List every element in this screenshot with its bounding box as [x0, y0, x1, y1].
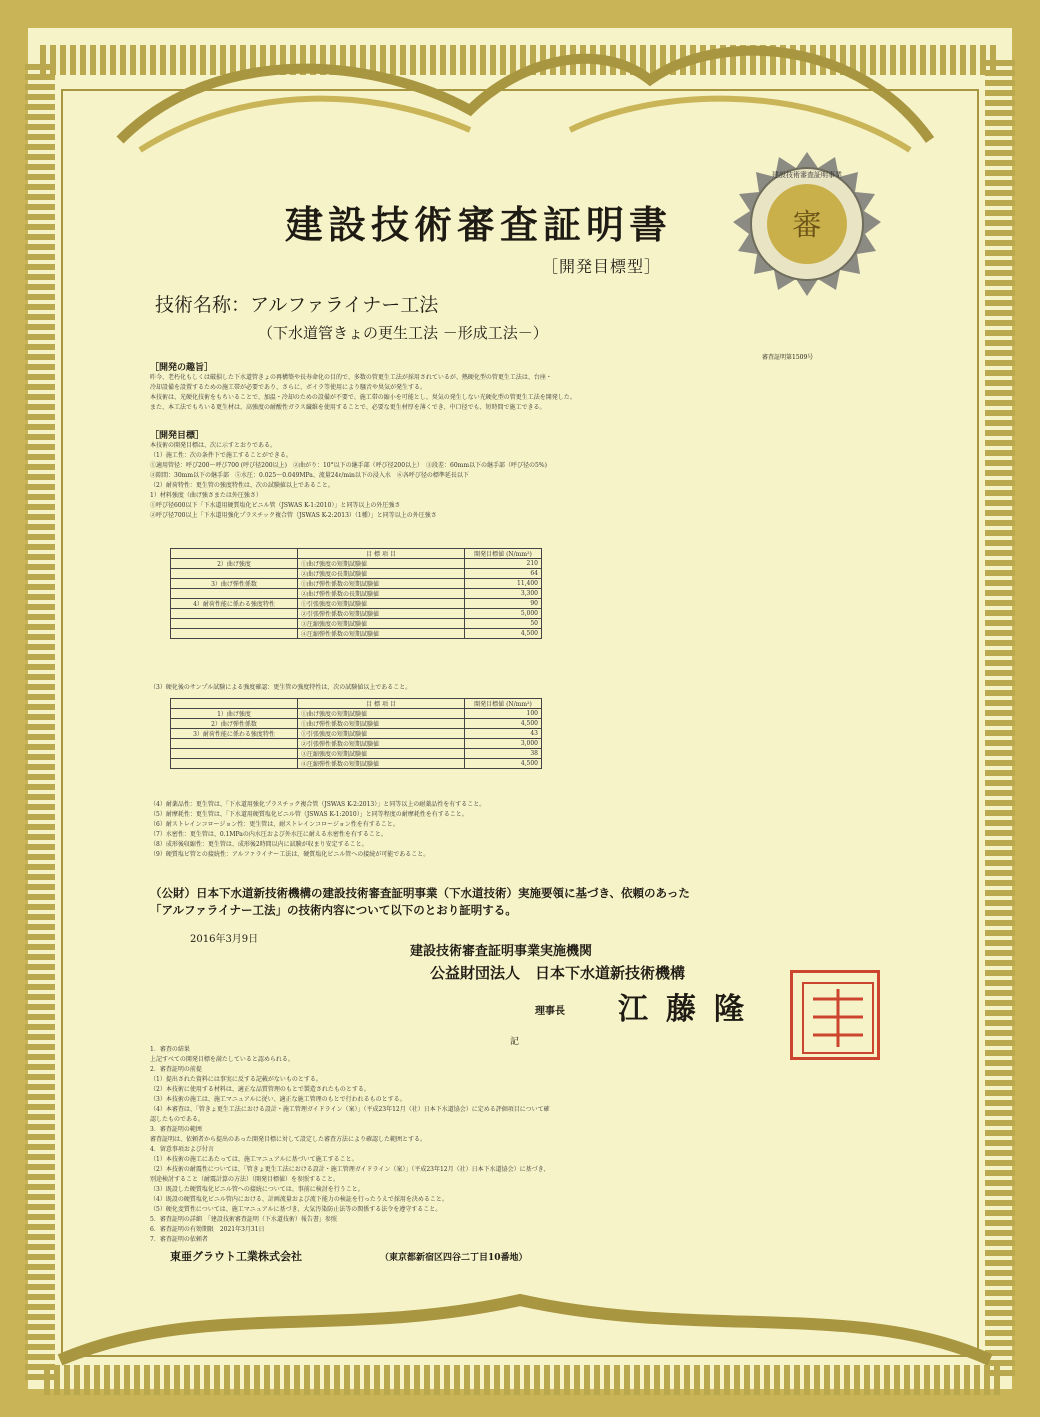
table-row: ②曲げ弾性係数の長期試験値 3,300 — [171, 589, 542, 599]
issuing-organization: 公益財団法人 日本下水道新技術機構 — [430, 964, 686, 982]
result-line: 認したものである。 — [150, 1116, 205, 1123]
table-row: ②引張弾性係数の短期試験値 5,000 — [171, 609, 542, 619]
result-line: 6．審査証明の有効期限 2021年3月31日 — [150, 1226, 265, 1233]
table-header: 開発目標値 (N/mm²) — [465, 549, 542, 559]
table-row: ②曲げ強度の長期試験値 64 — [171, 569, 542, 579]
medal-outer-text: 建設技術審査証明事業 — [772, 171, 842, 179]
goals-line: 1）材料強度（曲げ強さまたは外圧強さ） — [150, 492, 262, 499]
durability-line: （4）耐薬品性：更生管は、「下水道用強化プラスチック複合管（JSWAS K-2:2013）」と同等以上の耐薬品性を有すること。 — [150, 801, 486, 808]
goals-line: ①適用管径：呼び200～呼び700 (呼び径200以上) ②曲がり：10°以下の継手部（呼び径200以上） ③段差：60mm以下の継手部（呼び径の5%) — [150, 462, 547, 469]
issue-date: 2016年3月9日 — [190, 934, 259, 945]
durability-line: （5）耐摩耗性：更生管は、「下水道用硬質塩化ビニル管（JSWAS K-1:2010）」と同等程度の耐摩耗性を有すること。 — [150, 811, 468, 818]
table-row: 3）耐荷性能に係わる強度特性 ①引張強度の短期試験値 43 — [171, 729, 542, 739]
certificate-number: 審査証明第1509号 — [762, 354, 814, 361]
result-line: （3）本技術の施工は、施工マニュアルに従い、適正な施工管理のもとで行われるものとする。 — [150, 1096, 406, 1103]
goals-line: ④隙間：30mm以下の継手部 ⑤水圧：0.025～0.049MPa、流量24ℓ/min以下の浸入水 ⑥各呼び径の標準延長以下 — [150, 472, 469, 479]
goals-heading: ［開発目標］ — [150, 431, 205, 441]
table-row: 2）曲げ弾性係数 ①曲げ弾性係数の短期試験値 4,500 — [171, 719, 542, 729]
target-values-table-1 — [170, 548, 542, 639]
document-subtitle: ［開発目標型］ — [542, 257, 662, 276]
issuing-department: 建設技術審査証明事業実施機関 — [410, 944, 593, 959]
result-line: （4）既設の硬質塩化ビニル管内における、計画流量および流下能力の検証を行ったうえで採用を決めること。 — [150, 1196, 448, 1203]
table-row: ③圧縮強度の短期試験値 38 — [171, 749, 542, 759]
background-line: 昨今、老朽化もしくは破損した下水道管きょの再構築や長寿命化の目的で、多数の管更生工法が採用されているが、熱硬化型の管更生工法は、台座・ — [150, 374, 552, 381]
result-line: 上記すべての開発目標を満たしていると認められる。 — [150, 1056, 294, 1063]
goals-line: （1）施工性：次の条件下で施工することができる。 — [150, 452, 292, 459]
goals-intro: 本技術の開発目標は、次に示すとおりである。 — [150, 442, 277, 449]
result-line: （1）本技術の施工にあたっては、施工マニュアルに基づいて施工すること。 — [150, 1156, 358, 1163]
result-line: （2）本技術に使用する材料は、適正な品質管理のもとで製造されたものとする。 — [150, 1086, 370, 1093]
durability-section — [150, 800, 890, 860]
document-title: 建設技術審査証明書 — [285, 202, 673, 247]
goals-line: ②呼び径700以上「下水道用強化プラスチック複合管（JSWAS K-2:2013）（1種）」と同等以上の外圧強さ — [150, 512, 437, 519]
result-line: 1．審査の結果 — [150, 1046, 190, 1053]
background-section — [150, 360, 890, 413]
background-line: また、本工法でもちいる更生材は、高強度の耐酸性ガラス繊維を使用することで、必要な更生材厚を薄くでき、中口径でも、短時間で施工できる。 — [150, 404, 546, 411]
table-row: ④圧縮弾性係数の短期試験値 4,500 — [171, 629, 542, 639]
result-line: （2）本技術の耐震性については、「管きょ更生工法における設計・施工管理ガイドライン（案）」（平成23年12月（社）日本下水道協会）に基づき、 — [150, 1166, 550, 1173]
statement-line: 「アルファライナー工法」の技術内容について以下のとおり証明する。 — [150, 903, 517, 917]
goals-line: ①呼び径600以下「下水道用硬質塩化ビニル管（JSWAS K-1:2010）」と同等以上の外圧強さ — [150, 502, 401, 509]
issuer-role: 理事長 — [535, 1006, 565, 1017]
durability-line: （7）水密性：更生管は、0.1MPaの内水圧および外水圧に耐える水密性を有すること。 — [150, 831, 387, 838]
table-header: 目 標 項 目 — [298, 699, 465, 709]
sample-test-line: （3）硬化後のサンプル試験による強度確認：更生管の強度特性は、次の試験値以上であること。 — [150, 684, 412, 691]
result-line: 7．審査証明の依頼者 — [150, 1236, 208, 1243]
medal-inner-text: 審 — [792, 208, 822, 243]
result-line: 2．審査証明の前提 — [150, 1066, 202, 1073]
table-row: 4）耐荷性能に係わる強度特性 ①引張強度の短期試験値 90 — [171, 599, 542, 609]
result-line: 審査証明は、依頼者から提出のあった開発目標に対して設定した審査方法により確認した範囲とする。 — [150, 1136, 426, 1143]
table-header: 目 標 項 目 — [298, 549, 465, 559]
result-line: （3）既設した硬質塩化ビニル管への接続については、事前に検討を行うこと。 — [150, 1186, 364, 1193]
result-line: （4）本審査は、「管きょ更生工法における設計・施工管理ガイドライン（案）」（平成23年12月（社）日本下水道協会）に定める評価項目について確 — [150, 1106, 550, 1113]
result-line: 3．審査証明の範囲 — [150, 1126, 202, 1133]
durability-line: （8）成形後収縮性：更生管は、成形後2時間以内に試験が収まり安定すること。 — [150, 841, 368, 848]
certification-statement — [150, 885, 895, 919]
table-row: 1）曲げ強度 ①曲げ強度の短期試験値 100 — [171, 709, 542, 719]
technology-subtitle: （下水道管きょの更生工法 －形成工法－） — [258, 324, 548, 342]
table-header: 開発目標値 (N/mm²) — [465, 699, 542, 709]
goals-line: （2）耐荷特性：更生管の強度特性は、次の試験値以上であること。 — [150, 482, 334, 489]
table-row: 2）曲げ強度 ①曲げ強度の短期試験値 210 — [171, 559, 542, 569]
background-line: 本技術は、光硬化技術をもちいることで、加温・冷却のための設備が不要で、施工帯の縮小を可能とし、臭気の発生しない光硬化型の管更生工法を開発した。 — [150, 394, 576, 401]
requester-company: 東亜グラウト工業株式会社 — [170, 1250, 302, 1263]
background-line: 冷却設備を設置するための施工帯が必要であり、さらに、ボイラ等使用により騒音や臭気が発生する。 — [150, 384, 427, 391]
durability-line: （6）耐ストレインコロージョン性：更生管は、耐ストレインコロージョン性を有すること。 — [150, 821, 399, 828]
statement-line: （公財）日本下水道新技術機構の建設技術審査証明事業（下水道技術）実施要領に基づき、依頼のあった — [150, 886, 690, 900]
goals-section — [150, 428, 890, 521]
table-row: 3）曲げ弾性係数 ①曲げ弾性係数の短期試験値 11,400 — [171, 579, 542, 589]
target-values-table-2 — [170, 698, 542, 769]
results-section — [150, 1045, 895, 1245]
ki-mark: 記 — [510, 1037, 520, 1047]
background-heading: ［開発の趣旨］ — [150, 363, 214, 373]
table-row: ②引張弾性係数の短期試験値 3,000 — [171, 739, 542, 749]
table-row: ③圧縮強度の短期試験値 50 — [171, 619, 542, 629]
technology-name: 技術名称：アルファライナー工法 — [155, 294, 439, 316]
result-line: 別途検討すること（耐震計算の方法）（開発目標値）を参照すること。 — [150, 1176, 340, 1183]
table-row: ④圧縮弾性係数の短期試験値 4,500 — [171, 759, 542, 769]
issuer-name: 江藤隆 — [618, 992, 762, 1027]
result-line: （1）提出された資料には事実に反する記載がないものとする。 — [150, 1076, 322, 1083]
result-line: （5）硬化変質性については、施工マニュアルに基づき、大気汚染防止法等の関係する法令を遵守すること。 — [150, 1206, 442, 1213]
durability-line: （9）硬質塩ビ管との接続性：アルファライナー工法は、硬質塩化ビニル管への接続が可能であること。 — [150, 851, 430, 858]
result-line: 4．留意事項および付言 — [150, 1146, 214, 1153]
requester-address: （東京都新宿区四谷二丁目10番地） — [380, 1253, 528, 1263]
result-line: 5．審査証明の詳細 「建設技術審査証明（下水道技術）報告書」参照 — [150, 1216, 337, 1223]
